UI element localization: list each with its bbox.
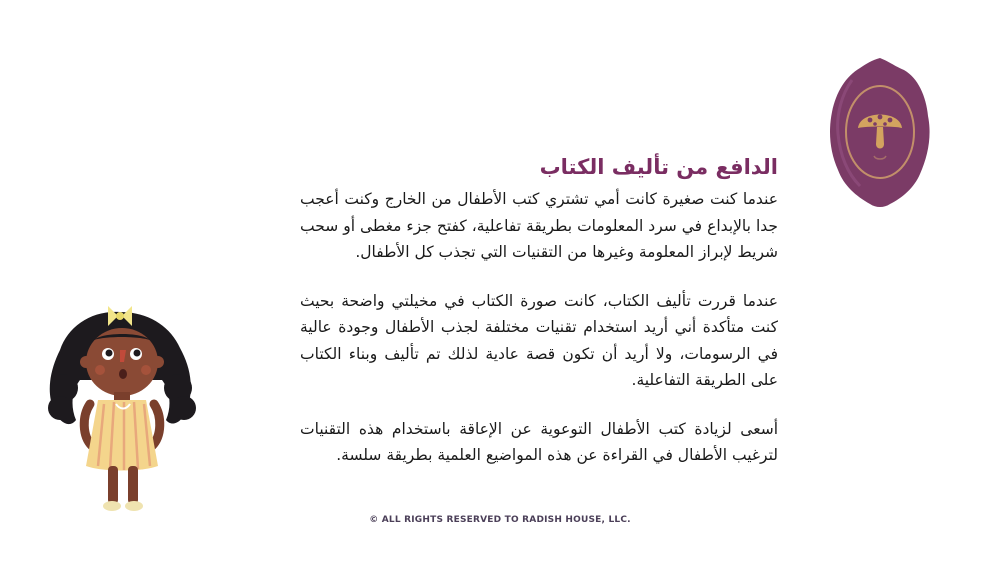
copyright-footer: © ALL RIGHTS RESERVED TO RADISH HOUSE, LLC. — [369, 515, 631, 525]
mushroom-icon — [828, 56, 932, 210]
content-section — [300, 154, 778, 469]
girl-illustration — [42, 296, 196, 514]
paragraph-3: أسعى لزيادة كتب الأطفال التوعوية عن الإعاقة باستخدام هذه التقنيات لترغيب الأطفال في القراءة عن هذه المواضيع العلمية بطريقة سلسة. — [300, 419, 778, 464]
paragraph-1: عندما كنت صغيرة كانت أمي تشتري كتب الأطفال من الخارج وكنت أعجب جدا بالإبداع في سرد المعلومات بطريقة تفاعلية، كفتح جزء مغطى أو سحب شريط لإبراز المعلومة وغيرها من التقنيات التي تجذب كل الأطفال. — [300, 190, 778, 261]
mushroom-badge — [828, 56, 932, 210]
section-title: الدافع من تأليف الكتاب — [539, 155, 778, 179]
paragraph-2: عندما قررت تأليف الكتاب، كانت صورة الكتاب في مخيلتي واضحة بحيث كنت متأكدة أني أريد استخدام تقنيات مختلفة لجذب الأطفال وجودة عالية في الرسومات، ولا أريد أن تكون قصة عادية لذلك تم تأليف وبناء الكتاب على الطريقة التفاعلية. — [300, 291, 778, 389]
girl-icon — [42, 296, 196, 514]
